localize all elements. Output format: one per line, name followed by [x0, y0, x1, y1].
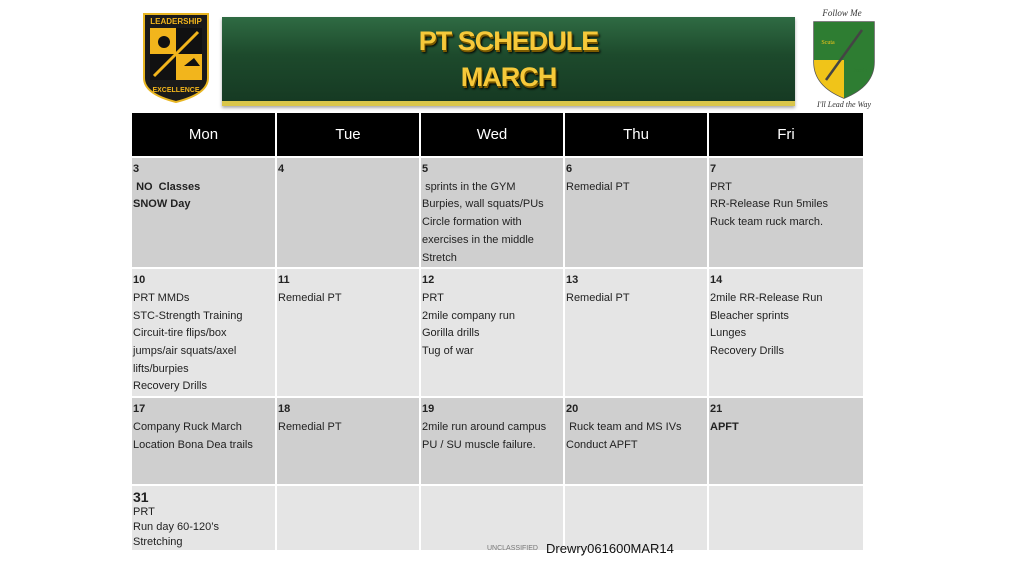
- day-number: 10: [133, 274, 146, 287]
- leadership-excellence-logo: [140, 8, 212, 104]
- day-cell-tue: [276, 397, 420, 485]
- day-number: 17: [133, 403, 146, 416]
- column-header-mon: Mon: [132, 113, 276, 157]
- crest-motto-bottom: I'll Lead the Way: [816, 100, 872, 109]
- activity-line: NO Classes: [133, 180, 201, 193]
- day-number: 19: [422, 403, 435, 416]
- crest-right-word: Fortia: [852, 68, 868, 74]
- activity-line: Tug of war: [422, 345, 474, 358]
- day-cell-fri: [708, 397, 864, 485]
- day-cell-mon: [132, 485, 276, 551]
- activity-line: Ruck team ruck march.: [710, 216, 824, 229]
- pt-schedule-calendar: [132, 113, 865, 552]
- day-cell-thu: [564, 397, 708, 485]
- day-cell-wed: [420, 397, 564, 485]
- day-number: 3: [133, 163, 140, 175]
- logo-bottom-text: EXCELLENCE: [152, 87, 200, 94]
- activity-line: Remedial PT: [566, 180, 630, 193]
- day-cell-wed: [420, 485, 564, 551]
- activity-line: Company Ruck March: [133, 420, 242, 433]
- activity-line: Conduct APFT: [566, 438, 638, 451]
- activity-line: 2mile run around campus: [422, 420, 547, 433]
- crest-left-word: Scuta: [821, 40, 835, 46]
- day-cell-mon: [132, 268, 276, 397]
- activity-line: jumps/air squats/axel: [133, 345, 237, 358]
- activity-line: Remedial PT: [278, 291, 342, 304]
- day-number: 7: [710, 163, 717, 175]
- column-header-wed: Wed: [420, 113, 564, 157]
- activity-line: RR-Release Run 5miles: [710, 198, 828, 211]
- day-number: 14: [710, 274, 723, 287]
- activity-line: PRT: [710, 180, 732, 193]
- day-number: 5: [422, 163, 429, 175]
- activity-line: Remedial PT: [278, 420, 342, 433]
- day-number: 4: [278, 163, 285, 175]
- activity-line: Recovery Drills: [710, 345, 784, 358]
- day-cell-tue: [276, 268, 420, 397]
- day-number: 12: [422, 274, 435, 287]
- day-number: 6: [566, 163, 573, 175]
- day-cell-tue: [276, 485, 420, 551]
- week-row: [132, 157, 864, 268]
- activity-line: APFT: [710, 420, 739, 433]
- day-cell-fri: [708, 157, 864, 268]
- day-number: 13: [566, 274, 579, 287]
- follow-me-crest-logo: [804, 6, 884, 110]
- day-number: 20: [566, 403, 579, 416]
- activity-line: PRT: [133, 506, 155, 519]
- classification-marking: UNCLASSIFIED: [487, 545, 538, 552]
- day-cell-tue: [276, 157, 420, 268]
- activity-line: Circle formation with: [422, 216, 522, 229]
- day-number: 18: [278, 403, 291, 416]
- day-number: 21: [710, 403, 723, 416]
- activity-line: Lunges: [710, 327, 747, 340]
- day-cell-wed: [420, 157, 564, 268]
- page-subtitle: MARCH: [460, 62, 557, 92]
- week-row: [132, 485, 864, 551]
- column-header-tue: Tue: [276, 113, 420, 157]
- activity-line: Burpies, wall squats/PUs: [422, 198, 544, 211]
- day-cell-mon: [132, 157, 276, 268]
- activity-line: Stretch: [422, 251, 457, 264]
- logo-top-text: LEADERSHIP: [150, 17, 202, 26]
- activity-line: STC-Strength Training: [133, 309, 243, 322]
- crest-motto-top: Follow Me: [822, 8, 862, 18]
- activity-line: PRT MMDs: [133, 291, 190, 304]
- date-time-group: Drewry061600MAR14: [546, 541, 674, 556]
- day-cell-thu: [564, 157, 708, 268]
- activity-line: SNOW Day: [133, 198, 191, 211]
- title-banner: [222, 17, 795, 106]
- activity-line: PU / SU muscle failure.: [422, 438, 536, 451]
- day-cell-mon: [132, 397, 276, 485]
- day-cell-fri: [708, 268, 864, 397]
- week-row: [132, 397, 864, 485]
- column-header-thu: Thu: [564, 113, 708, 157]
- activity-line: 2mile RR-Release Run: [710, 291, 823, 304]
- activity-line: Ruck team and MS IVs: [566, 420, 682, 433]
- page-title: PT SCHEDULE: [418, 26, 599, 56]
- activity-line: 2mile company run: [422, 309, 515, 322]
- activity-line: Remedial PT: [566, 291, 630, 304]
- day-cell-thu: [564, 268, 708, 397]
- weekday-header-row: [132, 113, 864, 157]
- column-header-fri: Fri: [708, 113, 864, 157]
- day-cell-fri: [708, 485, 864, 551]
- activity-line: Stretching: [133, 536, 183, 549]
- activity-line: sprints in the GYM: [422, 180, 516, 193]
- activity-line: exercises in the middle: [422, 233, 534, 246]
- activity-line: PRT: [422, 291, 444, 304]
- activity-line: Recovery Drills: [133, 380, 207, 393]
- day-number: 31: [133, 489, 149, 506]
- activity-line: Circuit-tire flips/box: [133, 327, 227, 340]
- activity-line: lifts/burpies: [133, 362, 189, 375]
- activity-line: Gorilla drills: [422, 327, 480, 340]
- week-row: [132, 268, 864, 397]
- day-cell-wed: [420, 268, 564, 397]
- activity-line: Run day 60-120’s: [133, 521, 220, 534]
- activity-line: Bleacher sprints: [710, 309, 789, 322]
- day-number: 11: [278, 274, 290, 287]
- activity-line: Location Bona Dea trails: [133, 438, 253, 451]
